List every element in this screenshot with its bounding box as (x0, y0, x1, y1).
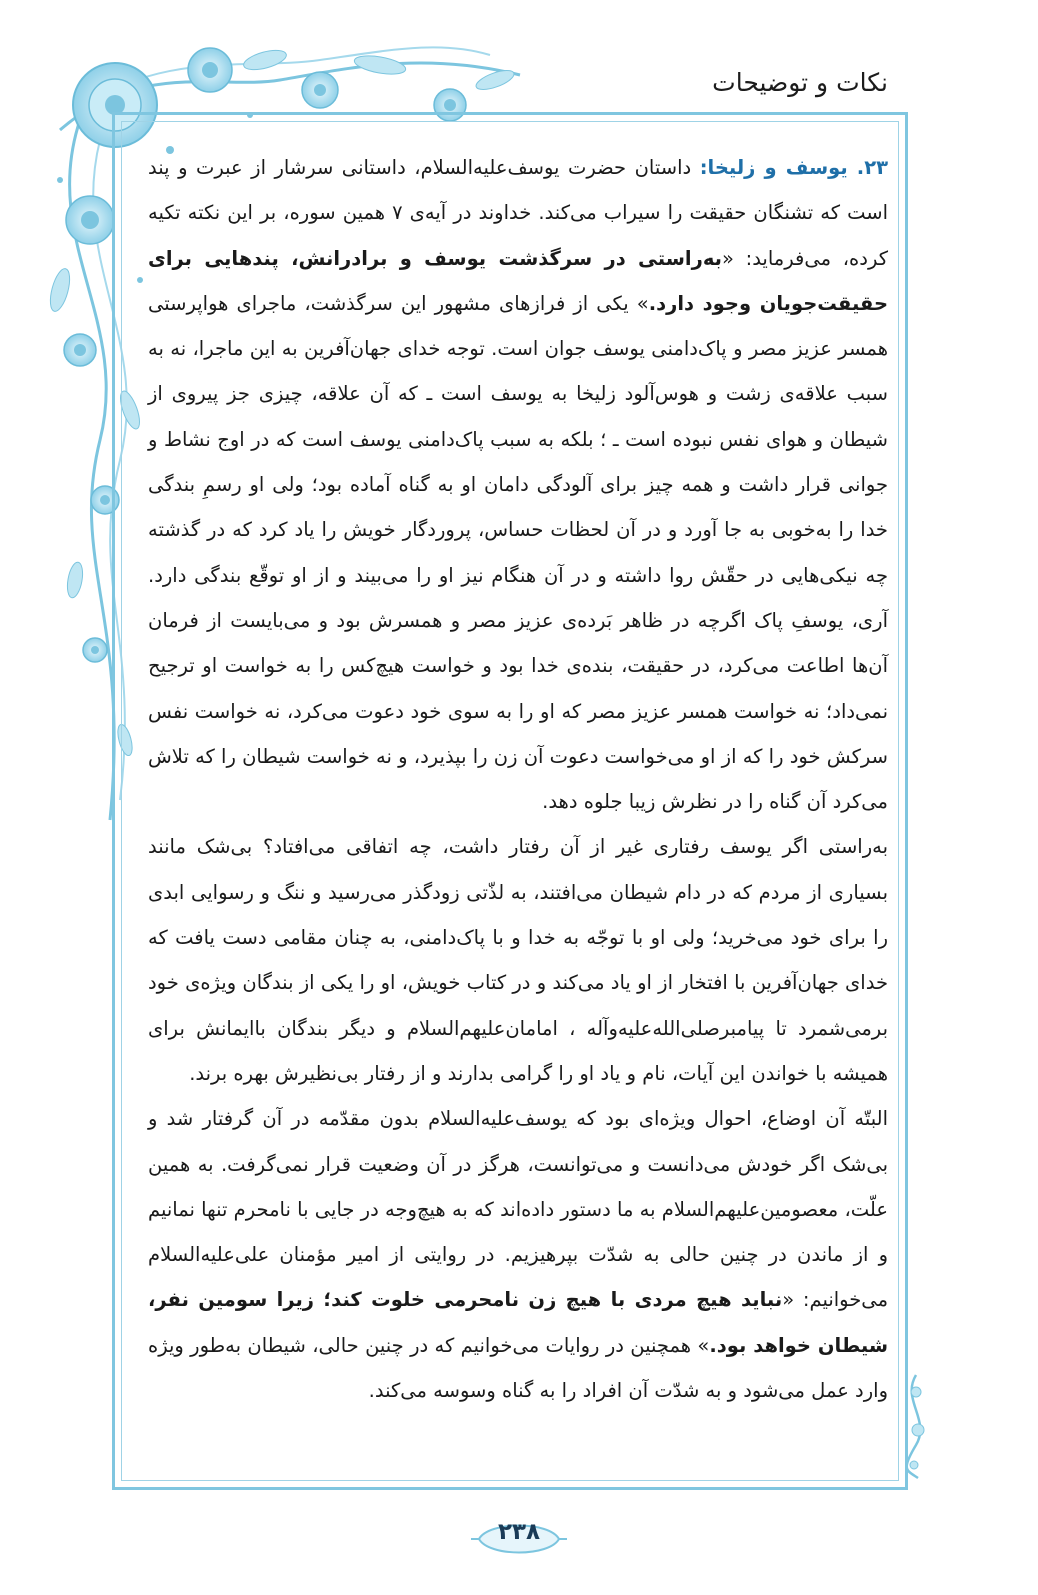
note-heading: ۲۳. یوسف و زلیخا: (699, 156, 888, 179)
paragraph-1-text-a: داستان حضرت یوسف‌علیه‌السلام، داستانی سرشار از عبرت و پند است که تشنگان حقیقت را سیراب می‌کند. خداوند در آیه‌ی ۷ همین سوره، بر این نکته تکیه کرده، می‌فرماید: « (148, 156, 888, 270)
paragraph-1 (148, 145, 888, 824)
running-header: نکات و توضیحات (712, 68, 888, 97)
paragraph-2: به‌راستی اگر یوسف رفتاری غیر از آن رفتار داشت، چه اتفاقی می‌افتاد؟ بی‌شک مانند بسیاری از مردم که در دام شیطان می‌افتند، به لذّتی زودگذر می‌رسید و ننگ و رسوایی ابدی را برای خود می‌خرید؛ ولی او با توجّه به خدا و با پاک‌دامنی، به چنان مقامی دست یافت که خدای جهان‌آفرین با افتخار از او یاد می‌کند و در کتاب خویش، او را یکی از بندگان ویژه‌ی خود برمی‌شمرد تا پیامبرصلی‌الله‌علیه‌وآله ، امامان‌علیهم‌السلام و دیگر بندگان باایمانش برای همیشه با خواندن این آیات، نام و یاد او را گرامی بدارند و از رفتار بی‌نظیرش بهره برند. (148, 835, 888, 1085)
page-number: ۲۳۸ (497, 1519, 541, 1545)
paragraph-3-text-a: البتّه آن اوضاع، احوال ویژه‌ای بود که یوسف‌علیه‌السلام بدون مقدّمه در آن گرفتار شد و بی‌شک اگر خودش می‌دانست و می‌توانست، هرگز در آن وضعیت قرار نمی‌گرفت. به همین علّت، معصومین‌علیهم‌السلام به ما دستور داده‌اند که به هیچ‌وجه در جایی با نامحرم تنها نمانیم و از ماندن در چنین حالی به شدّت بپرهیزیم. در روایتی از امیر مؤمنان علی‌علیه‌السلام می‌خوانیم: « (148, 1107, 889, 1312)
body-text (148, 145, 888, 1413)
quran-quote: به‌راستی در سرگذشت یوسف و برادرانش، پندهایی برای حقیقت‌جویان وجود دارد. (148, 246, 889, 315)
paragraph-3 (148, 1096, 888, 1413)
hadith-quote: نباید هیچ مردی با هیچ زن نامحرمی خلوت کند؛ زیرا سومین نفر، شیطان خواهد بود. (148, 1288, 888, 1357)
paragraph-1-text-b: » یکی از فرازهای مشهور این سرگذشت، ماجرای هواپرستی همسر عزیز مصر و پاک‌دامنی یوسف جوان است. توجه خدای جهان‌آفرین به این ماجرا، نه به سبب علاقه‌ی زشت و هوس‌آلود زلیخا به یوسف است ـ که آن علاقه، چیزی جز پیروی از شیطان و هوای نفس نبوده است ـ ؛ بلکه به سبب پاک‌دامنی یوسف است که در اوج نشاط و جوانی قرار داشت و همه چیز برای آلودگی دامان او به گناه آماده بود؛ ولی او رسمِ بندگی خدا را به‌خوبی به جا آورد و در آن لحظات حساس، پروردگار خویش را یاد کرد که در گذشته چه نیکی‌هایی در حقّش روا داشته و در آن هنگام نیز او را می‌بیند و از او توقّع بندگی دارد. آری، یوسفِ پاک اگرچه در ظاهر بَرده‌ی عزیز مصر و همسرش بود و می‌بایست از فرمان آن‌ها اطاعت می‌کرد، در حقیقت، بنده‌ی خدا بود و خواست هیچ‌کس را به خواست او ترجیح نمی‌داد؛ نه خواست همسر عزیز مصر که او را به سوی خود دعوت می‌کرد، نه خواست نفس سرکش خود را که از او می‌خواست دعوت آن زن را بپذیرد، و نه خواست شیطان را که تلاش می‌کرد آن گناه را در نظرش زیبا جلوه دهد. (148, 291, 888, 814)
paragraph-3-text-b: » همچنین در روایات می‌خوانیم که در چنین حالی، شیطان به‌طور ویژه وارد عمل می‌شود و به شدّت آن افراد را به گناه وسوسه می‌کند. (148, 1333, 888, 1403)
